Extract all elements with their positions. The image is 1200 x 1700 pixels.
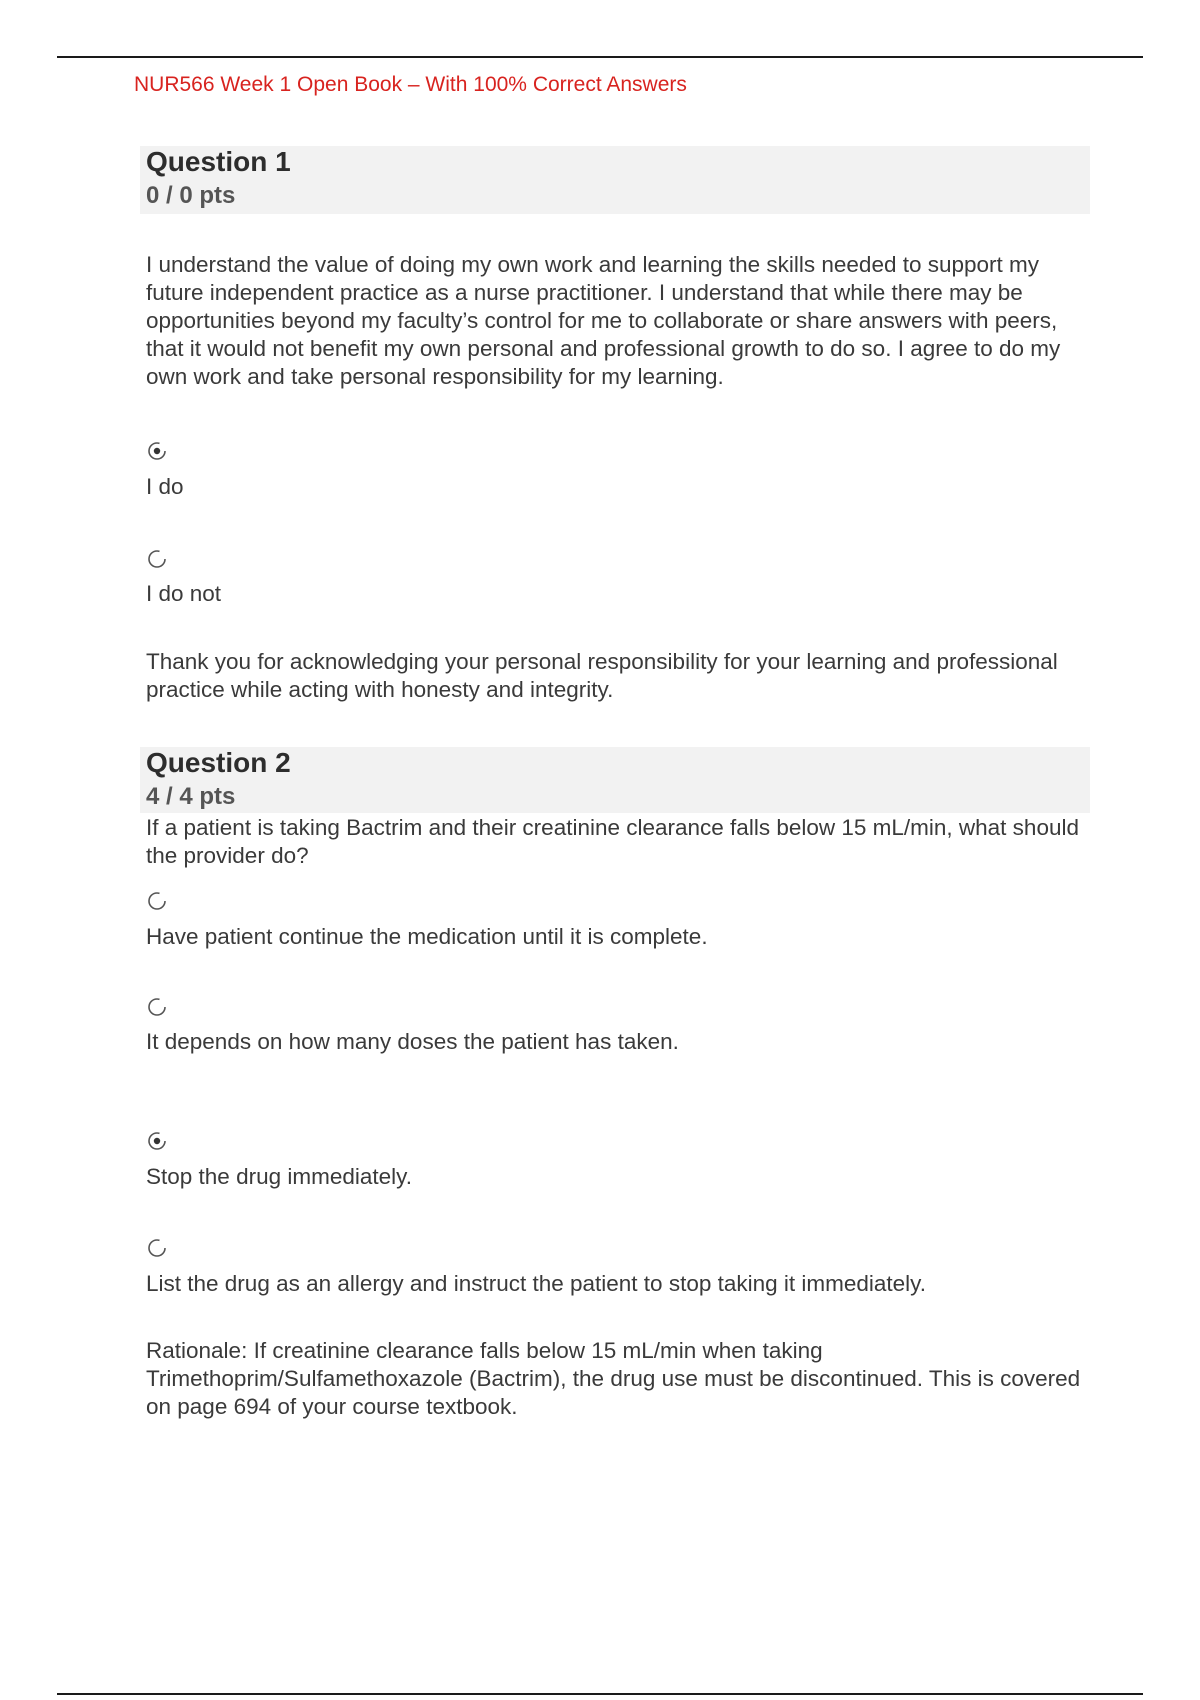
bottom-rule bbox=[57, 1693, 1143, 1695]
question-1-title: Question 1 bbox=[146, 146, 291, 177]
question-1-text: I understand the value of doing my own work and learning the skills needed to support my future independent practice as a nurse practitioner. I understand that while there may be opportunities beyond my faculty’s control for me to collaborate or share answers with peers, that it would not benefit my own personal and professional growth to do so. I agree to do my own work and take personal responsibility for my learning. bbox=[146, 252, 1061, 389]
option-radio-selected-icon[interactable] bbox=[147, 1131, 167, 1151]
option-radio-empty-icon[interactable] bbox=[147, 1238, 167, 1258]
question-2-title: Question 2 bbox=[146, 747, 291, 778]
question-1-option-label: I do not bbox=[146, 581, 222, 606]
option-radio-selected-icon[interactable] bbox=[147, 441, 167, 461]
question-1-option-label: I do bbox=[146, 474, 184, 499]
question-1-feedback: Thank you for acknowledging your personal responsibility for your learning and professional practice while acting with honesty and integrity. bbox=[146, 649, 1058, 702]
option-radio-empty-icon[interactable] bbox=[147, 891, 167, 911]
question-2-text: If a patient is taking Bactrim and their creatinine clearance falls below 15 mL/min, what should the provider do? bbox=[146, 815, 1079, 868]
question-2-option-label: Have patient continue the medication until it is complete. bbox=[146, 924, 708, 949]
option-radio-empty-icon[interactable] bbox=[147, 997, 167, 1017]
option-radio-empty-icon[interactable] bbox=[147, 549, 167, 569]
question-1-points: 0 / 0 pts bbox=[146, 182, 236, 209]
question-2-rationale: Rationale: If creatinine clearance falls below 15 mL/min when taking Trimethoprim/Sulfamethoxazole (Bactrim), the drug use must be discontinued. This is covered on page 694 of your course textbook. bbox=[146, 1338, 1081, 1419]
question-2-points: 4 / 4 pts bbox=[146, 783, 236, 810]
question-2-option-label: It depends on how many doses the patient has taken. bbox=[146, 1029, 679, 1054]
document-title: NUR566 Week 1 Open Book – With 100% Correct Answers bbox=[134, 73, 687, 96]
question-2-option-label: List the drug as an allergy and instruct the patient to stop taking it immediately. bbox=[146, 1271, 927, 1296]
top-rule bbox=[57, 56, 1143, 58]
question-2-option-label: Stop the drug immediately. bbox=[146, 1164, 412, 1189]
